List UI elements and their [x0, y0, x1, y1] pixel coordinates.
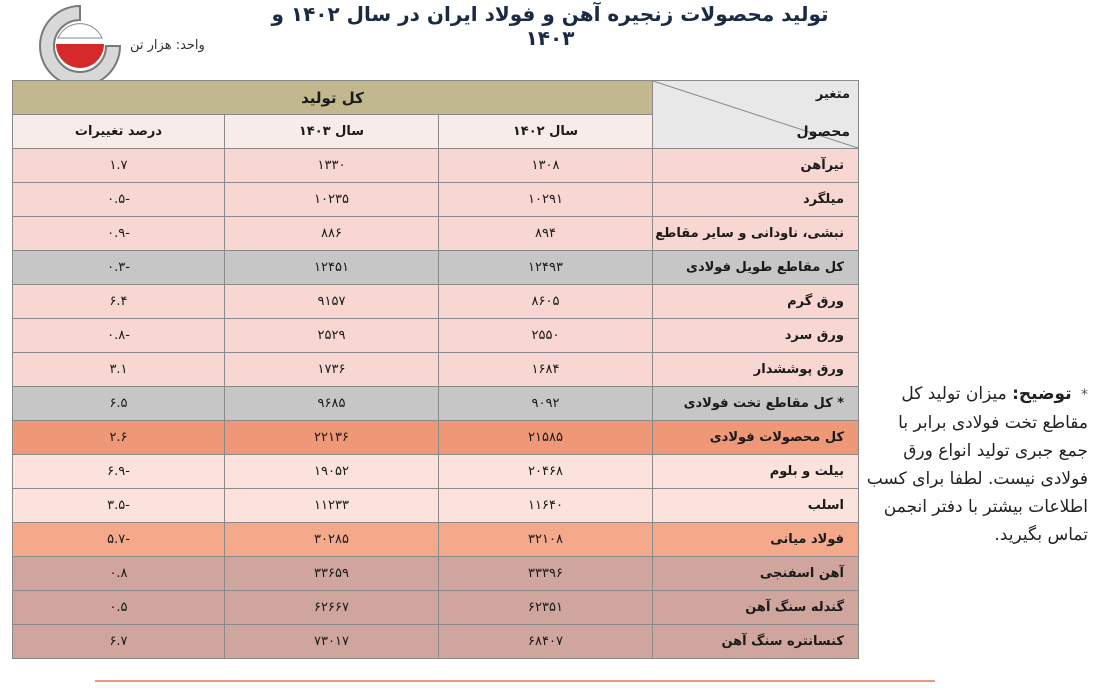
product-name-cell: نبشی، ناودانی و سایر مقاطع — [653, 217, 859, 251]
asterisk-icon: * — [1081, 387, 1088, 403]
value-1402-cell: ۹۰۹۲ — [439, 387, 653, 421]
value-1403-cell: ۹۱۵۷ — [225, 285, 439, 319]
value-1403-cell: ۲۵۲۹ — [225, 319, 439, 353]
table-row — [13, 217, 859, 251]
product-name-cell: ورق سرد — [653, 319, 859, 353]
change-percent-cell: ۶.۵ — [13, 387, 225, 421]
table-row — [13, 387, 859, 421]
table-row — [13, 353, 859, 387]
production-table — [12, 80, 859, 659]
table-row — [13, 421, 859, 455]
value-1403-cell: ۳۳۶۵۹ — [225, 557, 439, 591]
value-1402-cell: ۲۱۵۸۵ — [439, 421, 653, 455]
table-row — [13, 183, 859, 217]
value-1402-cell: ۳۳۳۹۶ — [439, 557, 653, 591]
product-name-cell: فولاد میانی — [653, 523, 859, 557]
value-1402-cell: ۱۲۴۹۳ — [439, 251, 653, 285]
unit-label: واحد: هزار تن — [130, 38, 205, 53]
value-1402-cell: ۱۶۸۴ — [439, 353, 653, 387]
value-1403-cell: ۲۲۱۳۶ — [225, 421, 439, 455]
table-body — [13, 149, 859, 659]
value-1402-cell: ۱۱۶۴۰ — [439, 489, 653, 523]
product-name-cell: گندله سنگ آهن — [653, 591, 859, 625]
value-1403-cell: ۷۳۰۱۷ — [225, 625, 439, 659]
column-header-1402: سال ۱۴۰۲ — [439, 115, 653, 149]
value-1402-cell: ۸۹۴ — [439, 217, 653, 251]
table-row — [13, 489, 859, 523]
product-name-cell: بیلت و بلوم — [653, 455, 859, 489]
product-name-cell: کل محصولات فولادی — [653, 421, 859, 455]
variable-product-header — [653, 81, 859, 149]
product-name-cell: کنسانتره سنگ آهن — [653, 625, 859, 659]
value-1402-cell: ۸۶۰۵ — [439, 285, 653, 319]
value-1402-cell: ۳۲۱۰۸ — [439, 523, 653, 557]
table-header-row — [13, 81, 859, 115]
table-row — [13, 455, 859, 489]
change-percent-cell: ۱.۷ — [13, 149, 225, 183]
note-text: میزان تولید کل مقاطع تخت فولادی برابر با جمع جبری تولید انواع ورق فولادی نیست. لطفا برای کسب اطلاعات بیشتر با دفتر انجمن تماس بگیرید. — [866, 384, 1088, 545]
value-1402-cell: ۲۰۴۶۸ — [439, 455, 653, 489]
value-1403-cell: ۱۲۴۵۱ — [225, 251, 439, 285]
page-title: تولید محصولات زنجیره آهن و فولاد ایران در سال ۱۴۰۲ و ۱۴۰۳ — [271, 2, 829, 50]
bottom-divider — [95, 680, 935, 682]
change-percent-cell: ۰.۵ — [13, 591, 225, 625]
value-1403-cell: ۶۲۶۶۷ — [225, 591, 439, 625]
value-1403-cell: ۳۰۲۸۵ — [225, 523, 439, 557]
product-name-cell: کل مقاطع طویل فولادی — [653, 251, 859, 285]
change-percent-cell: ۶.۴ — [13, 285, 225, 319]
total-production-header: کل تولید — [13, 81, 653, 115]
product-name-cell: تیرآهن — [653, 149, 859, 183]
change-percent-cell: ۰.۸ — [13, 557, 225, 591]
product-name-cell: میلگرد — [653, 183, 859, 217]
column-header-change: درصد تغییرات — [13, 115, 225, 149]
table-row — [13, 251, 859, 285]
variable-label: متغیر — [815, 87, 850, 102]
note-heading: توضیح: — [1012, 384, 1072, 404]
product-name-cell: اسلب — [653, 489, 859, 523]
association-logo-icon — [30, 0, 130, 88]
change-percent-cell: ۶.۷ — [13, 625, 225, 659]
explanation-note — [866, 380, 1088, 549]
change-percent-cell: ۳.۱ — [13, 353, 225, 387]
product-label: محصول — [796, 124, 850, 140]
table-row — [13, 285, 859, 319]
product-name-cell: ورق پوششدار — [653, 353, 859, 387]
value-1402-cell: ۶۸۴۰۷ — [439, 625, 653, 659]
value-1402-cell: ۲۵۵۰ — [439, 319, 653, 353]
table-row — [13, 625, 859, 659]
change-percent-cell: -۰.۹ — [13, 217, 225, 251]
change-percent-cell: -۳.۵ — [13, 489, 225, 523]
column-header-1403: سال ۱۴۰۳ — [225, 115, 439, 149]
product-name-cell: آهن اسفنجی — [653, 557, 859, 591]
value-1403-cell: ۹۶۸۵ — [225, 387, 439, 421]
value-1402-cell: ۱۰۲۹۱ — [439, 183, 653, 217]
table-row — [13, 149, 859, 183]
table-row — [13, 557, 859, 591]
change-percent-cell: -۰.۸ — [13, 319, 225, 353]
change-percent-cell: -۵.۷ — [13, 523, 225, 557]
change-percent-cell: ۲.۶ — [13, 421, 225, 455]
table-row — [13, 523, 859, 557]
value-1403-cell: ۱۹۰۵۲ — [225, 455, 439, 489]
table-row — [13, 319, 859, 353]
value-1403-cell: ۸۸۶ — [225, 217, 439, 251]
product-name-cell: * کل مقاطع تخت فولادی — [653, 387, 859, 421]
value-1402-cell: ۱۳۰۸ — [439, 149, 653, 183]
value-1403-cell: ۱۱۲۳۳ — [225, 489, 439, 523]
change-percent-cell: -۰.۳ — [13, 251, 225, 285]
value-1403-cell: ۱۰۲۳۵ — [225, 183, 439, 217]
value-1403-cell: ۱۳۳۰ — [225, 149, 439, 183]
product-name-cell: ورق گرم — [653, 285, 859, 319]
change-percent-cell: -۶.۹ — [13, 455, 225, 489]
value-1402-cell: ۶۲۳۵۱ — [439, 591, 653, 625]
change-percent-cell: -۰.۵ — [13, 183, 225, 217]
table-row — [13, 591, 859, 625]
value-1403-cell: ۱۷۳۶ — [225, 353, 439, 387]
